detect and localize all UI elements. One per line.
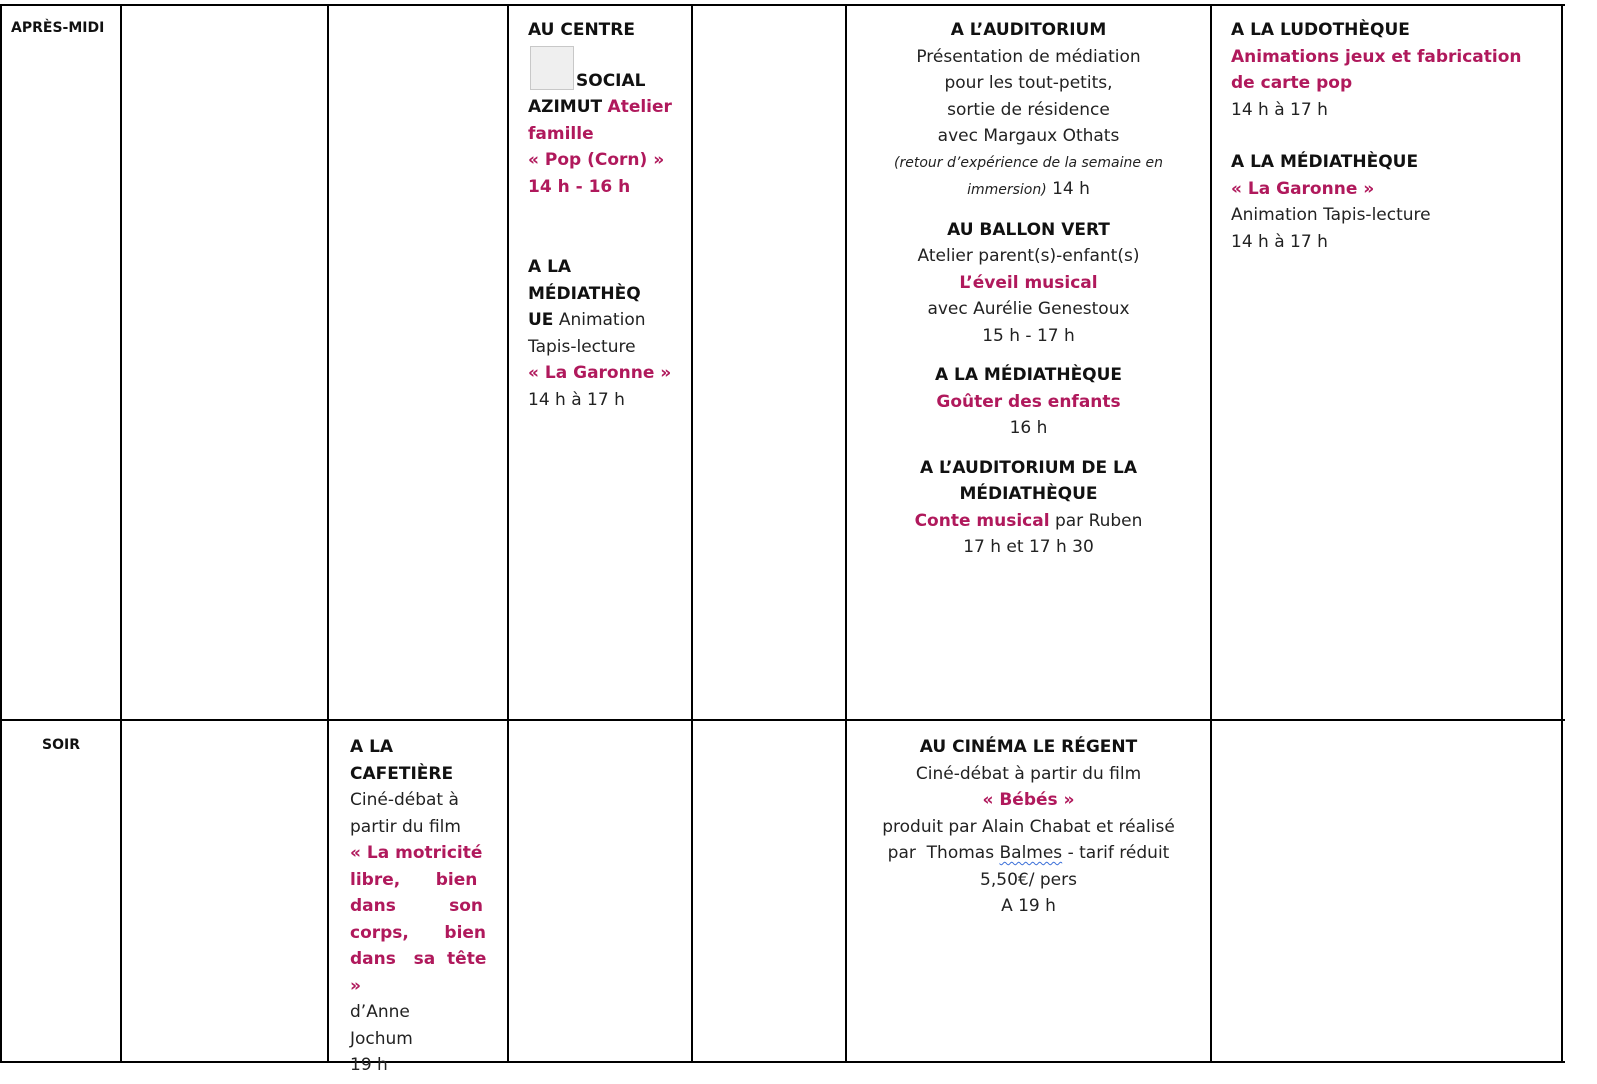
event-location: SOCIAL: [528, 44, 688, 95]
event-location: AU CENTRE: [528, 20, 635, 40]
image-placeholder: [530, 46, 574, 90]
event-film-title: dans son: [350, 896, 484, 916]
event-description: partir du film: [350, 816, 461, 837]
table-border-top: [0, 4, 1565, 6]
event-film-title: libre, bien: [350, 869, 478, 890]
event-note: (retour d’expérience de la semaine en: [894, 154, 1163, 171]
spacer: [1231, 123, 1556, 149]
row-label-afternoon: APRÈS-MIDI: [11, 20, 105, 36]
event-location: A LA: [528, 257, 572, 277]
column-divider: [120, 4, 122, 1063]
spacer: [847, 204, 1210, 217]
event-time: 16 h: [1009, 418, 1048, 438]
event-time: 14 h - 16 h: [528, 176, 631, 197]
event-time: 14 h à 17 h: [1231, 99, 1328, 120]
event-location: A LA MÉDIATHÈQUE: [934, 365, 1123, 385]
event-title: L’éveil musical: [959, 272, 1098, 293]
event-description: Tapis-lecture: [528, 336, 636, 357]
event-title: Goûter des enfants: [936, 391, 1121, 412]
event-location: AU BALLON VERT: [947, 219, 1110, 240]
event-film-title: »: [350, 975, 361, 996]
table-border-right: [1561, 4, 1563, 1063]
column-divider: [327, 4, 329, 1063]
event-location: CAFETIÈRE: [350, 763, 454, 784]
event-time: 17 h et 17 h 30: [963, 537, 1094, 557]
event-location: A LA MÉDIATHÈQUE: [1231, 152, 1419, 172]
event-title-line: AZIMUT Atelier: [528, 97, 672, 117]
event-time: 14 h à 17 h: [528, 389, 625, 410]
event-film-title: corps, bien: [350, 922, 487, 943]
event-film-title: dans sa tête: [350, 949, 487, 969]
event-location: A L’AUDITORIUM DE LA: [919, 457, 1138, 478]
event-description: Ciné-débat à: [350, 790, 459, 810]
event-title: Conte musical par Ruben: [914, 510, 1143, 531]
event-location: A LA LUDOTHÈQUE: [1231, 20, 1410, 40]
row-divider: [0, 719, 1565, 721]
event-description: avec Margaux Othats: [937, 126, 1120, 146]
column-divider: [1210, 4, 1212, 1063]
event-location: MÉDIATHÈQ: [528, 283, 641, 304]
event-location: A L’AUDITORIUM: [950, 20, 1107, 40]
event-description: par Thomas Balmes - tarif réduit: [887, 843, 1170, 863]
event-title: de carte pop: [1231, 73, 1353, 93]
event-description: produit par Alain Chabat et réalisé: [882, 816, 1175, 837]
spacer: [528, 227, 688, 254]
event-centre-social: [528, 17, 688, 413]
event-description: Présentation de médiation: [916, 46, 1141, 67]
event-cinema: [847, 734, 1210, 920]
event-description: Atelier parent(s)-enfant(s): [917, 246, 1140, 266]
event-author: d’Anne Jochum: [350, 1002, 413, 1049]
event-location: MÉDIATHÈQUE: [959, 484, 1098, 504]
event-time: 19 h: [350, 1055, 388, 1075]
event-title: « La Garonne »: [1231, 178, 1375, 199]
event-title: « La Garonne »: [528, 363, 672, 383]
event-price: 5,50€/ pers: [980, 869, 1077, 890]
event-description: Animation Tapis-lecture: [1231, 205, 1431, 225]
event-description: sortie de résidence: [947, 99, 1110, 120]
spacer: [528, 200, 688, 227]
row-label-evening: SOIR: [42, 737, 80, 753]
table-border-bottom: [0, 1061, 1565, 1063]
event-subtitle: « Pop (Corn) »: [528, 150, 665, 170]
event-location: AU CINÉMA LE RÉGENT: [919, 737, 1138, 757]
event-cafetiere: [350, 734, 487, 1079]
event-time: 15 h - 17 h: [982, 325, 1075, 346]
event-title: Animations jeux et fabrication: [1231, 46, 1522, 67]
event-location: A LA: [350, 737, 394, 757]
events-auditorium-column: [847, 17, 1210, 561]
events-ludotheque-column: [1231, 17, 1556, 255]
event-time: 14 h à 17 h: [1231, 231, 1328, 252]
event-film-title: « Bébés »: [982, 790, 1075, 810]
event-film-title: « La motricité: [350, 843, 483, 863]
event-description: pour les tout-petits,: [944, 73, 1113, 93]
event-description: UE Animation: [528, 310, 646, 330]
spacer: [847, 349, 1210, 362]
event-description: Ciné-débat à partir du film: [915, 763, 1142, 784]
column-divider: [691, 4, 693, 1063]
event-time: A 19 h: [1001, 896, 1056, 916]
event-title-line: famille: [528, 123, 594, 144]
event-note: immersion) 14 h: [967, 179, 1090, 199]
column-divider: [507, 4, 509, 1063]
table-border-left: [0, 4, 2, 1063]
event-description: avec Aurélie Genestoux: [927, 299, 1130, 319]
spacer: [847, 442, 1210, 455]
